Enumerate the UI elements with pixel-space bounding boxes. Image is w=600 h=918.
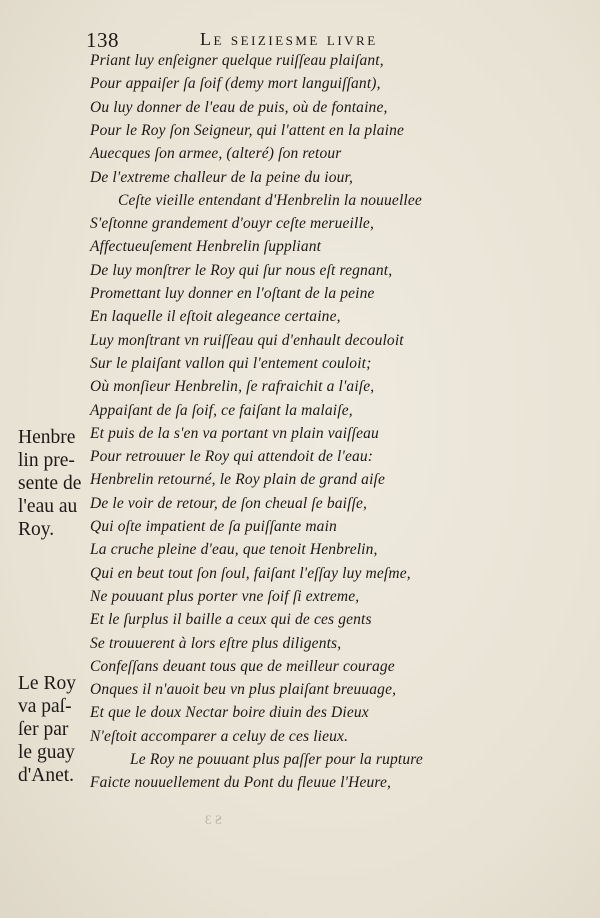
verse-line: Pour le Roy ſon Seigneur, qui l'attent en la plaine: [90, 121, 405, 139]
margin-note-line: sente de: [18, 473, 82, 494]
signature-mark: S 3: [205, 812, 222, 827]
margin-note-line: va paſ-: [18, 696, 72, 717]
verse-line: De l'extreme challeur de la peine du iour,: [90, 168, 353, 186]
verse-line: Où monſieur Henbrelin, ſe rafraichit a l'aiſe,: [90, 378, 375, 396]
verse-line: Et le ſurplus il baille a ceux qui de ces gents: [90, 611, 372, 629]
verse-line: Pour appaiſer ſa ſoif (demy mort languiſſant),: [90, 75, 381, 93]
show-through-text: [450, 300, 600, 720]
margin-note-line: d'Anet.: [18, 765, 75, 786]
verse-line: Appaiſant de ſa ſoif, ce faiſant la malaiſe,: [90, 401, 353, 419]
verse-line: N'eſtoit accomparer a celuy de ces lieux.: [90, 727, 349, 745]
verse-line: Onques il n'auoit beu vn plus plaiſant breuuage,: [90, 681, 397, 699]
verse-line: Confeſſans deuant tous que de meilleur courage: [90, 657, 395, 675]
verse-line: En laquelle il eſtoit alegeance certaine,: [90, 308, 341, 326]
verse-line: De luy monſtrer le Roy qui ſur nous eſt regnant,: [90, 261, 393, 279]
verse-line: Luy monſtrant vn ruiſſeau qui d'enhault decouloit: [90, 331, 404, 349]
verse-line: Pour retrouuer le Roy qui attendoit de l'eau:: [90, 448, 374, 466]
verse-line: Sur le plaiſant vallon qui l'entement couloit;: [90, 354, 372, 372]
margin-note-line: lin pre-: [18, 450, 75, 471]
margin-note-line: Henbre: [18, 427, 76, 448]
verse-line: Se trouuerent à lors eſtre plus diligents,: [90, 634, 342, 652]
margin-note-line: le guay: [18, 742, 75, 763]
verse-line: Qui en beut tout ſon ſoul, faiſant l'eſſay luy meſme,: [90, 564, 411, 582]
verse-line: Et puis de la s'en va portant vn plain vaiſſeau: [90, 424, 379, 442]
verse-line: De le voir de retour, de ſon cheual ſe baiſſe,: [90, 494, 368, 512]
verse-line: Ceſte vieille entendant d'Henbrelin la nouuellee: [118, 191, 422, 209]
verse-line: Faicte nouuellement du Pont du fleuue l'Heure,: [90, 774, 392, 792]
verse-line: Promettant luy donner en l'oſtant de la peine: [90, 285, 375, 302]
verse-line: Le Roy ne pouuant plus paſſer pour la rupture: [130, 751, 423, 768]
margin-note-line: Roy.: [18, 519, 55, 540]
verse-line: Priant luy enſeigner quelque ruiſſeau plaiſant,: [90, 52, 384, 69]
margin-note-line: l'eau au: [18, 496, 78, 517]
verse-line: Ne pouuant plus porter vne ſoif ſi extreme,: [90, 587, 360, 605]
verse-line: Henbrelin retourné, le Roy plain de grand aiſe: [90, 471, 386, 489]
verse-line: Affectueuſement Henbrelin ſuppliant: [90, 238, 322, 256]
running-head: Le seiziesme livre: [200, 29, 378, 49]
verse-line: Ou luy donner de l'eau de puis, où de fontaine,: [90, 98, 388, 116]
verse-line: La cruche pleine d'eau, que tenoit Henbrelin,: [90, 541, 378, 559]
verse-line: Auecques ſon armee, (alteré) ſon retour: [90, 145, 342, 163]
margin-note-roy: [18, 672, 76, 787]
verse-line: S'eſtonne grandement d'ouyr ceſte merueille,: [90, 215, 374, 233]
page-number: 138: [86, 28, 119, 52]
verse-line: Qui oſte impatient de ſa puiſſante main: [90, 518, 337, 535]
margin-note-line: Le Roy: [18, 673, 76, 694]
margin-note-henbrelin: [18, 426, 81, 541]
margin-note-line: ſer par: [18, 719, 69, 740]
verse-line: Et que le doux Nectar boire diuin des Dieux: [90, 704, 369, 722]
